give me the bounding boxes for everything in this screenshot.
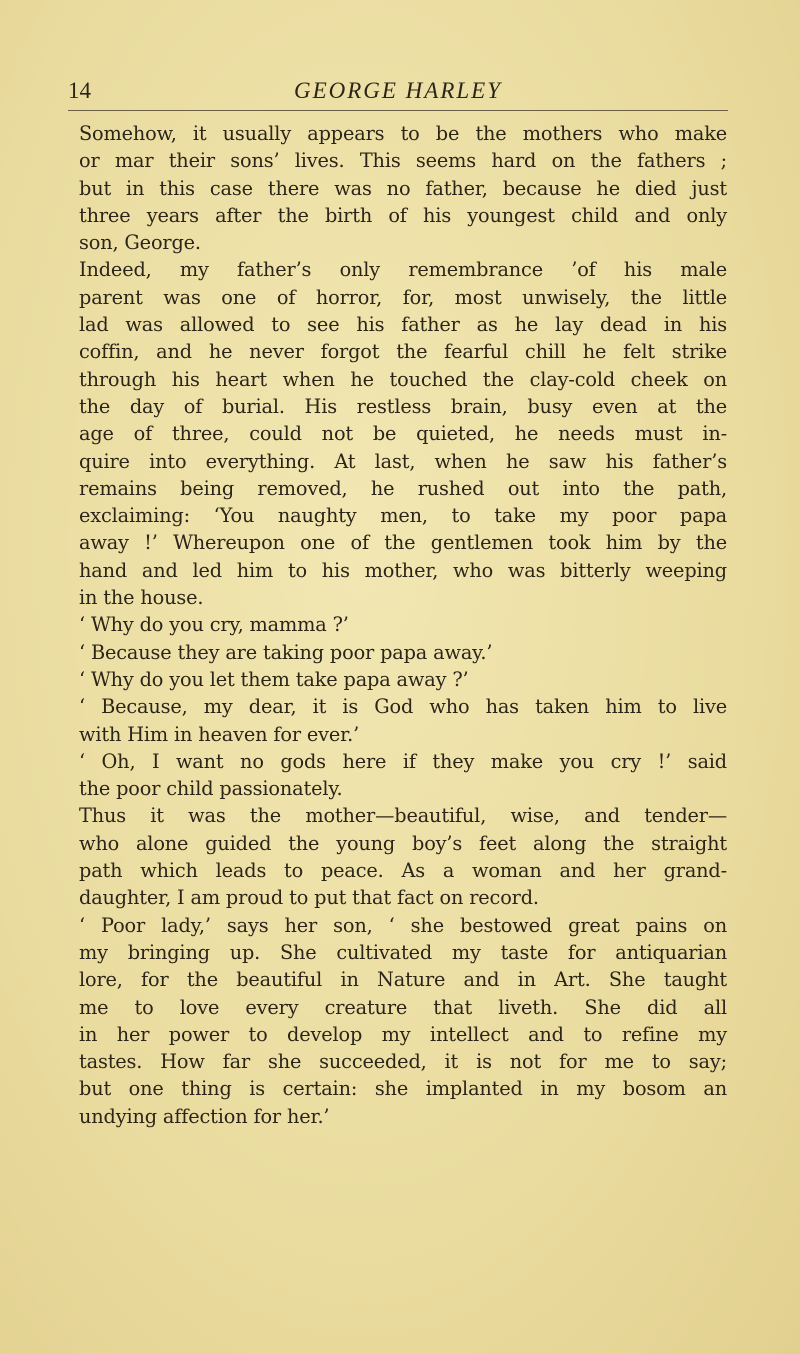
text-line: exclaiming: ‘You naughty men, to take my poor papa	[79, 504, 727, 528]
text-line: but in this case there was no father, because he died just	[79, 176, 727, 200]
text-line: age of three, could not be quieted, he needs must in-	[79, 422, 727, 446]
text-line: or mar their sons’ lives. This seems hard on the fathers ;	[79, 149, 727, 173]
text-line: Thus it was the mother—beautiful, wise, and tender—	[79, 804, 727, 828]
text-line: lore, for the beautiful in Nature and in Art. She taught	[79, 968, 727, 992]
text-line: path which leads to peace. As a woman and her grand-	[79, 859, 727, 883]
text-line: undying affection for her.’	[79, 1104, 330, 1128]
text-line: three years after the birth of his youngest child and only	[79, 203, 727, 227]
text-line: coffin, and he never forgot the fearful chill he felt strike	[79, 340, 727, 364]
text-line: ‘ Why do you let them take papa away ?’	[79, 667, 469, 691]
text-line: remains being removed, he rushed out into the path,	[79, 476, 727, 500]
running-title: GEORGE HARLEY	[293, 78, 503, 103]
text-line: my bringing up. She cultivated my taste for antiquarian	[79, 940, 727, 964]
text-line: with Him in heaven for ever.’	[79, 722, 360, 746]
text-line: in her power to develop my intellect and to refine my	[79, 1022, 727, 1046]
text-line: hand and led him to his mother, who was bitterly weeping	[79, 558, 727, 582]
text-line: ‘ Poor lady,’ says her son, ‘ she bestowed great pains on	[79, 913, 727, 937]
text-line: but one thing is certain: she implanted in my bosom an	[79, 1077, 727, 1101]
text-line: son, George.	[79, 231, 201, 255]
text-line: the day of burial. His restless brain, busy even at the	[79, 394, 727, 418]
body-text	[79, 120, 727, 1130]
text-line: tastes. How far she succeeded, it is not for me to say;	[79, 1050, 727, 1074]
running-head	[68, 76, 728, 111]
text-line: away !’ Whereupon one of the gentlemen took him by the	[79, 531, 727, 555]
text-line: through his heart when he touched the clay-cold cheek on	[79, 367, 727, 391]
text-line: daughter, I am proud to put that fact on record.	[79, 886, 539, 910]
text-line: ‘ Because they are taking poor papa away.’	[79, 640, 493, 664]
text-line: who alone guided the young boy’s feet along the straight	[79, 831, 727, 855]
text-line: ‘ Oh, I want no gods here if they make you cry !’ said	[79, 749, 727, 773]
text-line: the poor child passionately.	[79, 777, 343, 801]
text-line: lad was allowed to see his father as he lay dead in his	[79, 313, 727, 337]
text-line: quire into everything. At last, when he saw his father’s	[79, 449, 727, 473]
text-line: me to love every creature that liveth. She did all	[79, 995, 727, 1019]
text-line: parent was one of horror, for, most unwisely, the little	[79, 285, 727, 309]
page-number: 14	[68, 78, 91, 103]
text-line: in the house.	[79, 586, 204, 610]
text-line: ‘ Because, my dear, it is God who has taken him to live	[79, 695, 727, 719]
text-line: Somehow, it usually appears to be the mothers who make	[79, 122, 727, 145]
text-line: Indeed, my father’s only remembrance ’of his male	[79, 258, 727, 282]
text-line: ‘ Why do you cry, mamma ?’	[79, 613, 349, 637]
